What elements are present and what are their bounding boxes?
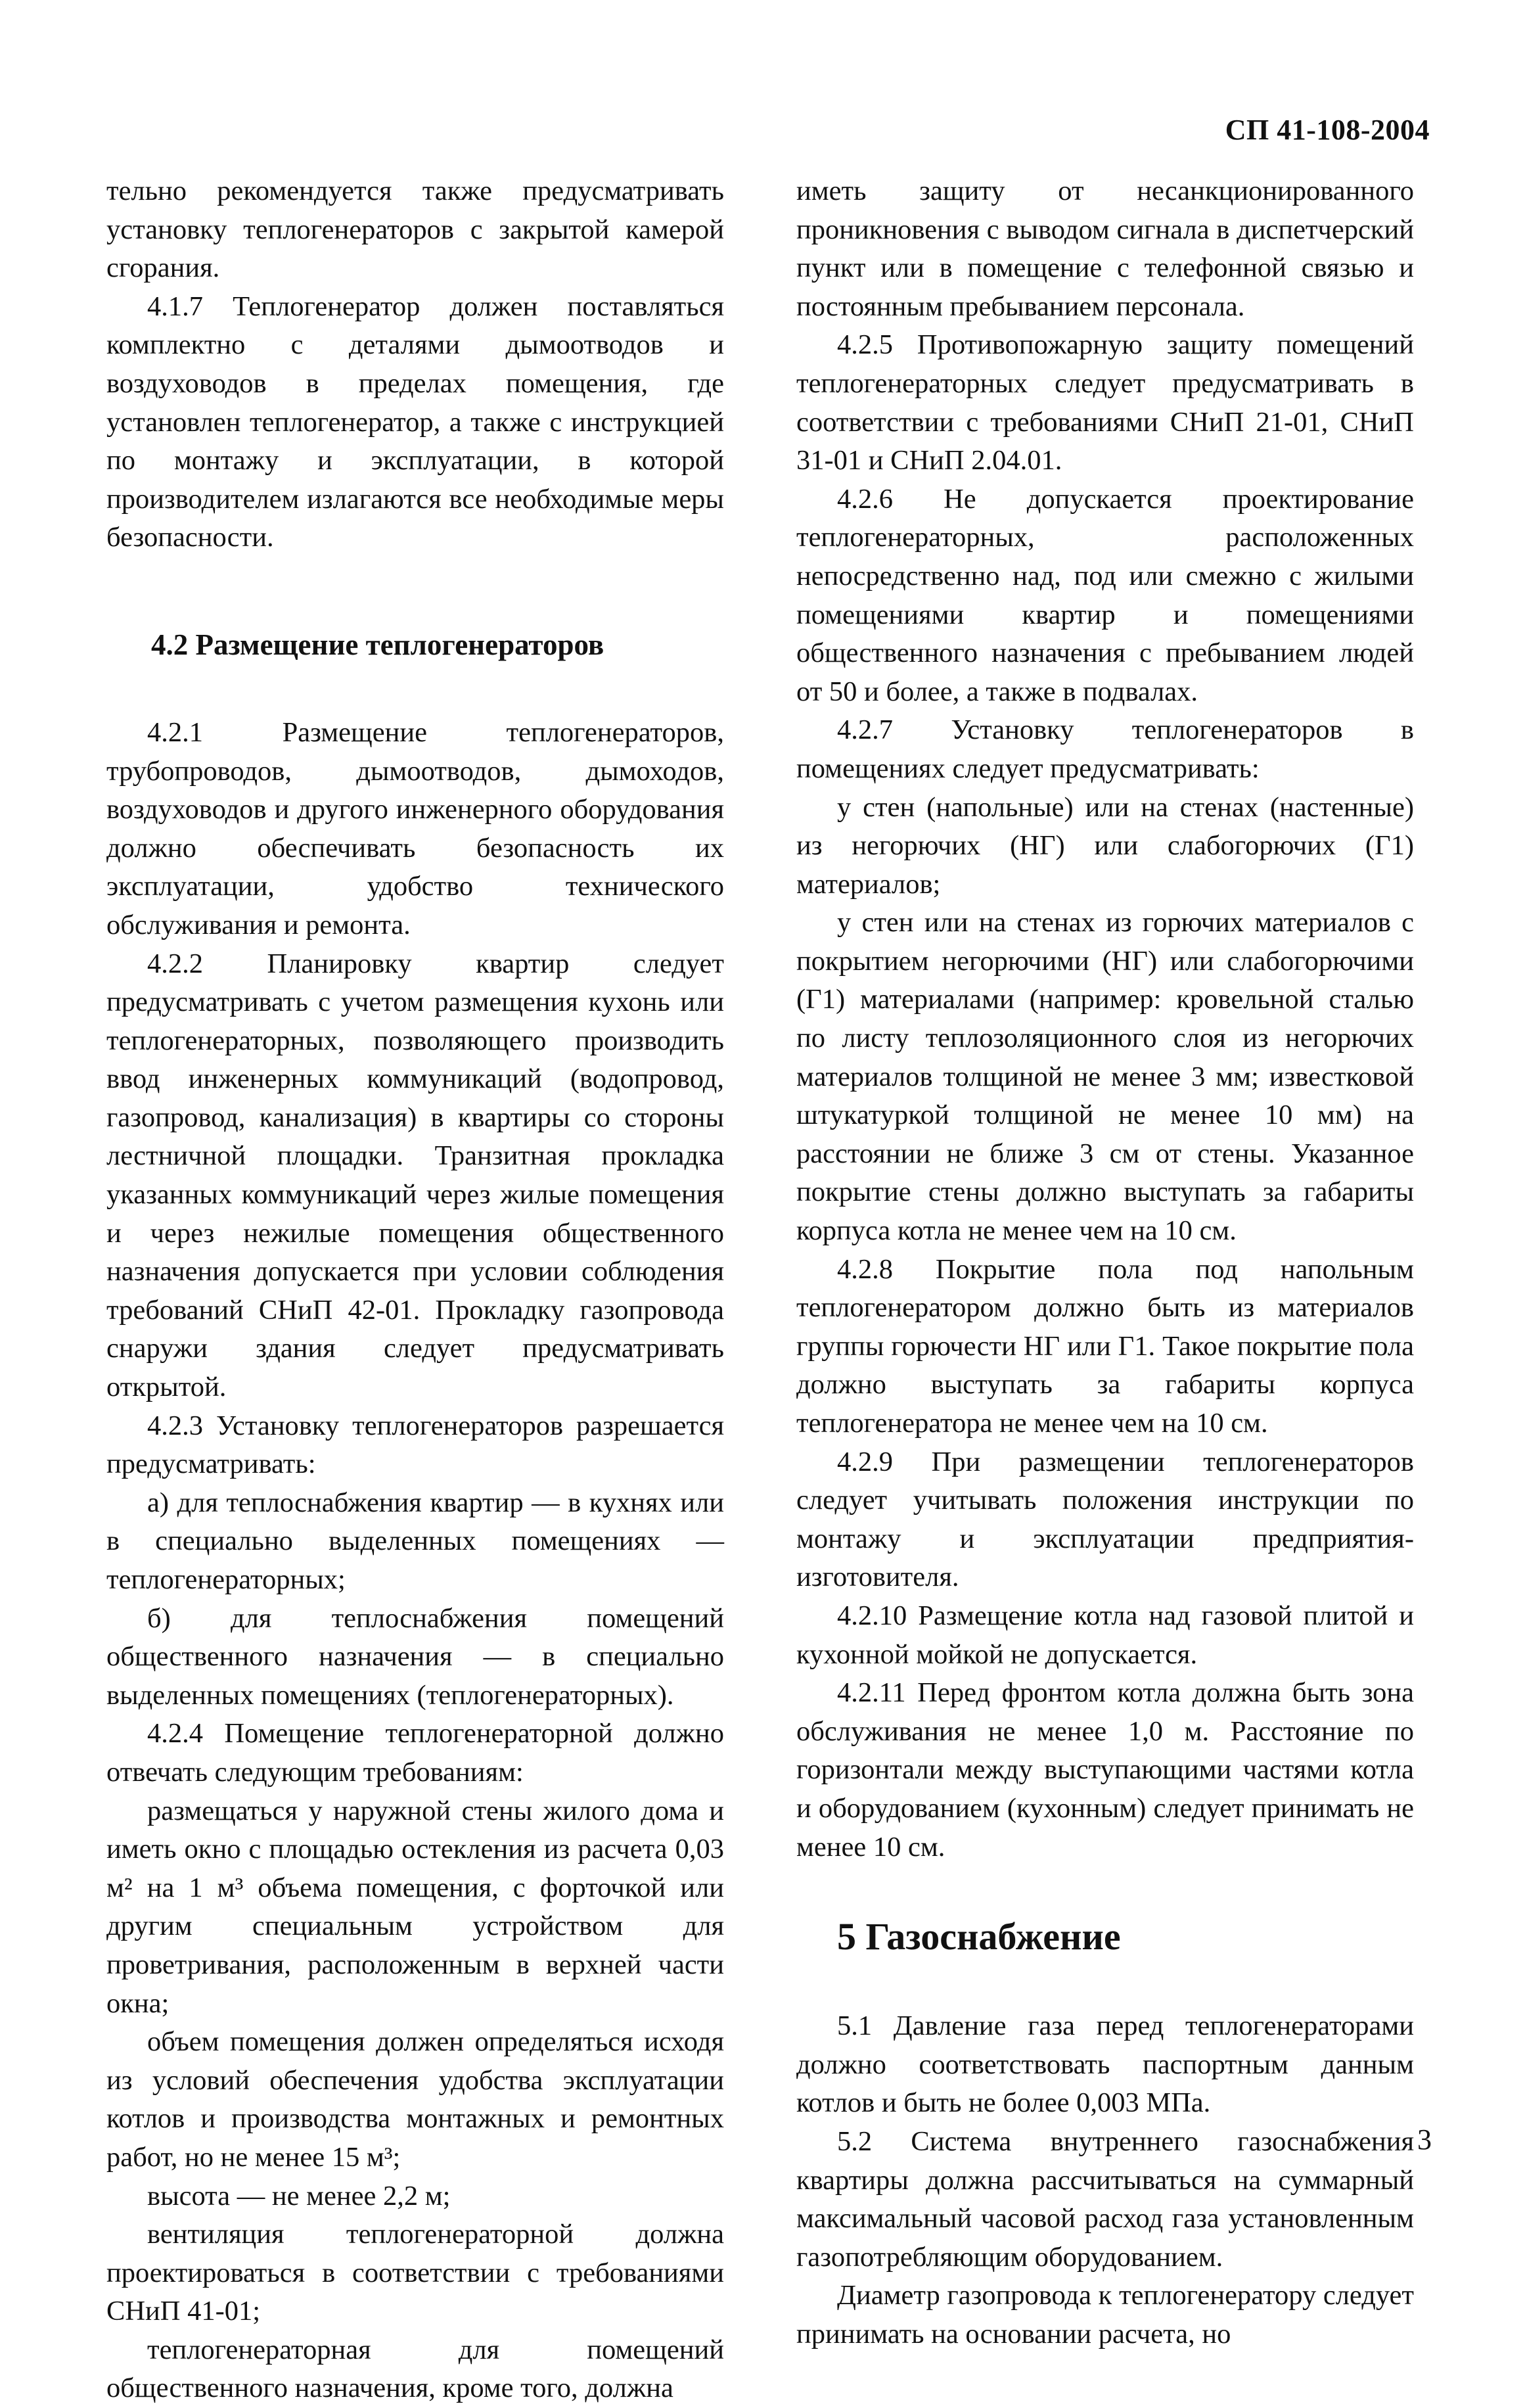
paragraph: 4.2.6 Не допускается проектирование теплогенераторных, расположенных непосредственно над, под или смежно с жилыми помещениями квартир и помещениями общественного назначения с пребыванием людей от 50 и более, а также в подвалах. (796, 483, 1414, 707)
paragraph: 4.2.11 Перед фронтом котла должна быть зона обслуживания не менее 1,0 м. Расстояние по горизонтали между выступающими частями котла и оборудованием (кухонным) следует принимать не менее 10 см. (796, 1677, 1414, 1863)
paragraph: 4.2.9 При размещении теплогенераторов следует учитывать положения инструкции по монтажу и эксплуатации предприятия-изготовителя. (796, 1446, 1414, 1593)
list-item: а) для теплоснабжения квартир — в кухнях или в специально выделенных помещениях — теплогенераторных; (106, 1487, 724, 1595)
paragraph: 4.2.8 Покрытие пола под напольным теплогенератором должно быть из материалов группы горючести НГ или Г1. Такое покрытие пола должно выступать за габариты корпуса теплогенератора не менее чем на 10 см. (796, 1253, 1414, 1439)
list-item: высота — не менее 2,2 м; (147, 2180, 451, 2211)
list-item: б) для теплоснабжения помещений общественного назначения — в специально выделенных помещениях (теплогенераторных). (106, 1602, 724, 1711)
document-code: СП 41-108-2004 (1225, 114, 1430, 146)
page-number: 3 (1417, 2123, 1432, 2156)
right-column (796, 172, 1414, 2353)
paragraph: Диаметр газопровода к теплогенератору следует принимать на основании расчета, но (796, 2280, 1414, 2350)
list-item: теплогенераторная для помещений общественного назначения, кроме того, должна (106, 2334, 724, 2404)
paragraph: 4.2.7 Установку теплогенераторов в помещениях следует предусматривать: (796, 714, 1414, 784)
paragraph: 4.2.2 Планировку квартир следует предусматривать с учетом размещения кухонь или теплогенераторных, позволяющего производить ввод инженерных коммуникаций (водопровод, газопровод, канализация) в квартиры со стороны лестничной площадки. Транзитная прокладка указанных коммуникаций через жилые помещения и через нежилые помещения общественного назначения допускается при условии соблюдения требований СНиП 42-01. Прокладку газопровода снаружи здания следует предусматривать открытой. (106, 948, 724, 1403)
paragraph: 4.2.5 Противопожарную защиту помещений теплогенераторных следует предусматривать в соответствии с требованиями СНиП 21-01, СНиП 31-01 и СНиП 2.04.01. (796, 329, 1414, 476)
paragraph: 4.2.3 Установку теплогенераторов разрешается предусматривать: (106, 1410, 724, 1480)
paragraph: 5.1 Давление газа перед теплогенераторами должно соответствовать паспортным данным котлов и быть не более 0,003 МПа. (796, 2010, 1414, 2119)
paragraph: 4.1.7 Теплогенератор должен поставляться комплектно с деталями дымоотводов и воздуховодов в пределах помещения, где установлен теплогенератор, а также с инструкцией по монтажу и эксплуатации, в которой производителем излагаются все необходимые меры безопасности. (106, 290, 724, 553)
list-item: объем помещения должен определяться исходя из условий обеспечения удобства эксплуатации котлов и производства монтажных и ремонтных работ, но не менее 15 м³; (106, 2026, 724, 2173)
left-column (106, 172, 724, 2408)
section-heading: 4.2 Размещение теплогенераторов (151, 628, 604, 661)
paragraph: 4.2.10 Размещение котла над газовой плитой и кухонной мойкой не допускается. (796, 1600, 1414, 1670)
list-item: у стен (напольные) или на стенах (настенные) из негорючих (НГ) или слабогорючих (Г1) материалов; (796, 791, 1414, 900)
chapter-heading: 5 Газоснабжение (837, 1915, 1121, 1958)
list-item: вентиляция теплогенераторной должна проектироваться в соответствии с требованиями СНиП 41-01; (106, 2219, 724, 2327)
paragraph: 5.2 Система внутреннего газоснабжения квартиры должна рассчитываться на суммарный максимальный часовой расход газа установленным газопотребляющим оборудованием. (796, 2125, 1414, 2273)
paragraph: 4.2.1 Размещение теплогенераторов, трубопроводов, дымоотводов, дымоходов, воздуховодов и другого инженерного оборудования должно обеспечивать безопасность их эксплуатации, удобство технического обслуживания и ремонта. (106, 716, 724, 940)
paragraph: 4.2.4 Помещение теплогенераторной должно отвечать следующим требованиям: (106, 1718, 724, 1788)
paragraph: тельно рекомендуется также предусматривать установку теплогенераторов с закрытой камерой сгорания. (106, 175, 724, 284)
list-item: у стен или на стенах из горючих материалов с покрытием негорючими (НГ) или слабогорючими (Г1) материалами (например: кровельной сталью по листу теплозоляционного слоя из негорючих материалов толщиной не менее 3 мм; известковой штукатуркой толщиной не менее 10 мм) на расстоянии не ближе 3 см от стены. Указанное покрытие стены должно выступать за габариты корпуса котла не менее чем на 10 см. (796, 907, 1414, 1247)
paragraph: иметь защиту от несанкционированного проникновения с выводом сигнала в диспетчерский пункт или в помещение с телефонной связью и постоянным пребыванием персонала. (796, 175, 1414, 322)
list-item: размещаться у наружной стены жилого дома и иметь окно с площадью остекления из расчета 0,03 м² на 1 м³ объема помещения, с форточкой или другим специальным устройством для проветривания, расположенным в верхней части окна; (106, 1795, 724, 2019)
